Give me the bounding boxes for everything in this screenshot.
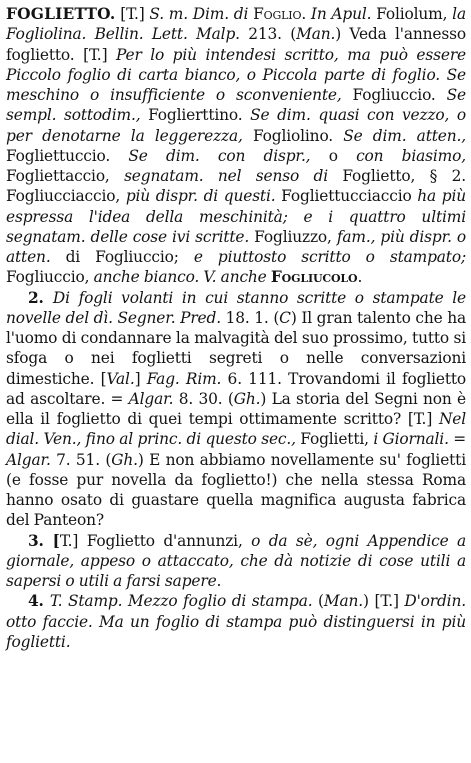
source-tag: T. [88,45,102,64]
text: Fogliuccio, [6,268,94,287]
headword: FOGLIETTO. [6,5,116,23]
source-tag: T. [413,410,427,428]
text: Foglietti, [295,430,374,449]
definition: i Giornali. = Algar. [6,430,466,469]
sense-4 [6,591,466,652]
definition: Se dim. quasi con vezzo, o per denotarne la leggerezza, [6,106,466,145]
citation: In Apul. [310,5,372,23]
definition: D'ordin. otto faccie. Ma un foglio di stampa può distinguersi in più foglietti. [6,592,466,651]
definition: Se dim. atten., [343,126,466,145]
definition: segnatam. nel senso di [124,167,328,185]
source-tag: Gh. [233,389,261,408]
text: 18. 1. ( [220,308,280,327]
definition: o da sè, ogni Appendice a giornale, appeso o attaccato, che dà notizie di cose utili a sapersi o utili a farsi sapere. [6,531,467,590]
text: ] Foglietto d'annunzi, [72,531,252,550]
source-tag: T. [59,531,73,550]
text: Fogliolino. [242,126,344,145]
citation: Fag. Rim. [146,369,222,388]
text: Fogliettuccio. [6,146,129,165]
text: di Fogliuccio; [50,248,194,266]
text: Fogliuzzo, [249,227,337,246]
source-tag: T. [380,592,393,611]
text: ] [392,592,405,611]
text: 213. ( [239,25,297,44]
definition: T. Stamp. Mezzo foglio di stampa. [49,592,313,611]
text: Fogliettaccio, [6,167,125,185]
source-tag: C [279,308,291,327]
sense-3 [6,531,466,592]
definition: e piuttosto scritto o stampato; [193,248,466,266]
definition: anche bianco. V. anche [93,268,267,287]
source-tag: Man. [323,592,364,611]
definition: Se dim. con dispr., [128,146,311,165]
definition: Se sempl. sottodim., [6,86,466,125]
text: ) [ [363,592,381,611]
sense-number: 3. [ [28,531,60,550]
citation: la Fogliolina. Bellin. Lett. Malp. [6,5,466,44]
quotation: ) E non abbiamo novellamente su' foglietti (e fosse pur novella da foglietto!) che nella stessa Roma hanno osato di guastare quella magnifica augusta fabrica del Panteon? [6,450,466,530]
quotation: ) Il gran talento che ha l'uomo di condannare la malvagità del suo prossimo, tutto si sfoga o nei foglietti segreti o nelle conversazioni dimestiche. [ [6,308,466,388]
source-tag: Man. [296,25,336,44]
text: 7. 51. ( [50,450,112,469]
sense-number: 2. [28,288,53,307]
text: ] [134,369,147,388]
text: . [301,5,311,23]
text: o [310,146,357,165]
text: Fogliettucciaccio [275,187,418,206]
cross-reference: Foglio [253,5,302,23]
definition: Di fogli volanti in cui stanno scritte o stampate le novelle del dì. Segner. Pred. [6,288,466,327]
cross-reference: Fogliucolo [270,268,358,287]
text: 8. 30. ( [173,389,234,408]
definition: Per lo più intendesi scritto, ma può essere Piccolo foglio di carta bianco, o Piccola parte di foglio. Se meschino o insufficiente o sconveniente, [6,45,466,104]
definition: fam., più dispr. o atten. [6,227,466,266]
text: Foglierttino. [140,106,251,125]
source-tag: Gh. [111,450,138,469]
definition: ha più espressa l'idea della meschinità; e i quattro ultimi segnatam. delle cose ivi scritte. [6,187,466,246]
definition: Nel dial. Ven., fino al princ. di questo sec., [6,410,466,449]
text: Foglietto, § 2. Fogliucciaccio, [6,167,466,206]
source-tag: Val. [106,369,135,388]
definition: con biasimo, [356,146,466,165]
sense-2 [6,288,466,531]
citation: = Algar. [110,389,174,408]
text: ) Veda l'annesso foglietto. [ [6,25,466,64]
text: Fogliuccio. [341,86,447,104]
text: Foliolum, [371,5,453,23]
text: [T.] [115,5,150,23]
text: ( [312,592,324,611]
definition: più dispr. di questi. [125,187,276,206]
text: ] [101,45,116,64]
quotation: 6. 111. Trovandomi il foglietto ad ascoltare. [6,369,467,408]
text: ] [426,410,439,428]
text: . [357,268,363,287]
quotation: ) La storia del Segni non è ella il foglietto di quei tempi ottimamente scritto? [ [6,389,466,428]
text: S. m. Dim. di [149,5,254,23]
entry-foglietto-main [6,4,466,288]
sense-number: 4. [28,592,50,611]
